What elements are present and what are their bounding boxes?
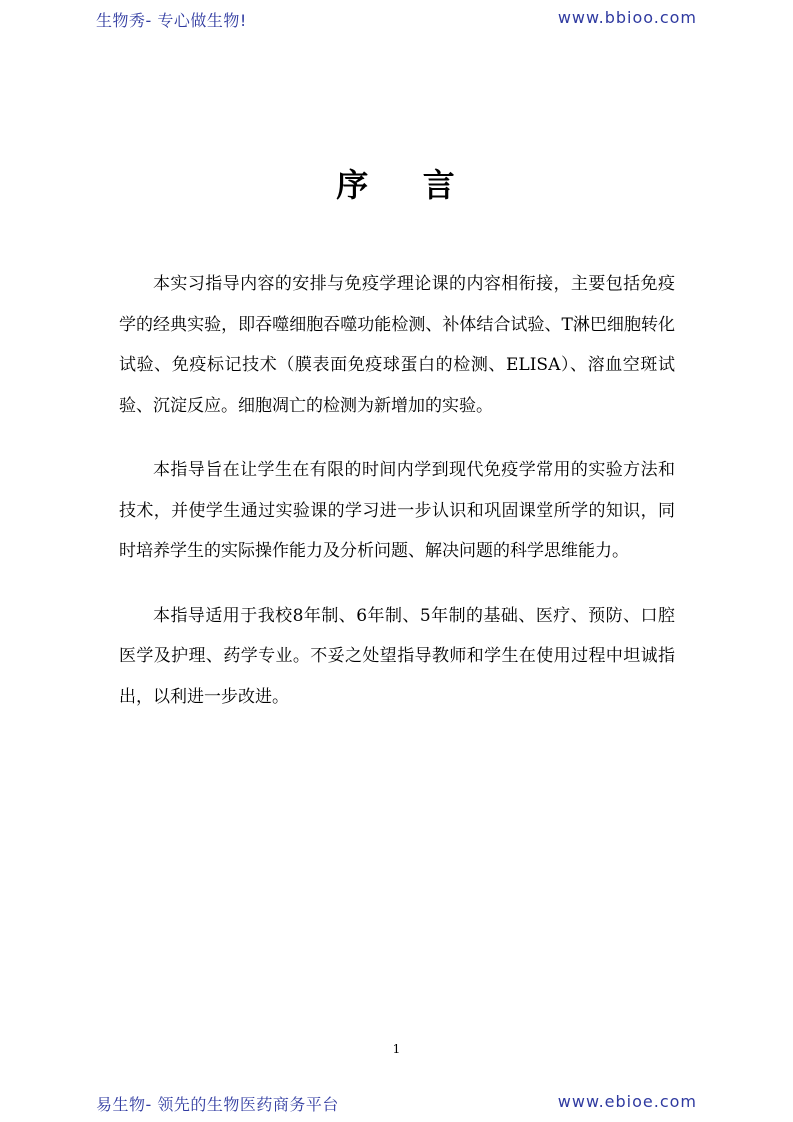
page-header bbox=[0, 8, 793, 38]
document-body bbox=[119, 264, 675, 741]
header-site-name[interactable]: 生物秀- 专心做生物! bbox=[96, 11, 247, 30]
footer-site-name[interactable]: 易生物- 领先的生物医药商务平台 bbox=[96, 1095, 339, 1114]
header-site-url[interactable]: www.bbioo.com bbox=[557, 8, 697, 27]
paragraph-2: 本指导旨在让学生在有限的时间内学到现代免疫学常用的实验方法和技术，并使学生通过实验课的学习进一步认识和巩固课堂所学的知识，同时培养学生的实际操作能力及分析问题、解决问题的科学思维能力。 bbox=[119, 460, 675, 561]
page-footer bbox=[0, 1092, 793, 1122]
page-title: 序 言 bbox=[336, 166, 457, 204]
paragraph-1: 本实习指导内容的安排与免疫学理论课的内容相衔接，主要包括免疫学的经典实验，即吞噬细胞吞噬功能检测、补体结合试验、T淋巴细胞转化试验、免疫标记技术（膜表面免疫球蛋白的检测、ELISA）、溶血空斑试验、沉淀反应。细胞凋亡的检测为新增加的实验。 bbox=[119, 274, 675, 416]
paragraph-3: 本指导适用于我校8年制、6年制、5年制的基础、医疗、预防、口腔医学及护理、药学专业。不妥之处望指导教师和学生在使用过程中坦诚指出，以利进一步改进。 bbox=[119, 605, 675, 707]
footer-site-url[interactable]: www.ebioe.com bbox=[557, 1092, 697, 1111]
page-number: 1 bbox=[392, 1042, 401, 1056]
